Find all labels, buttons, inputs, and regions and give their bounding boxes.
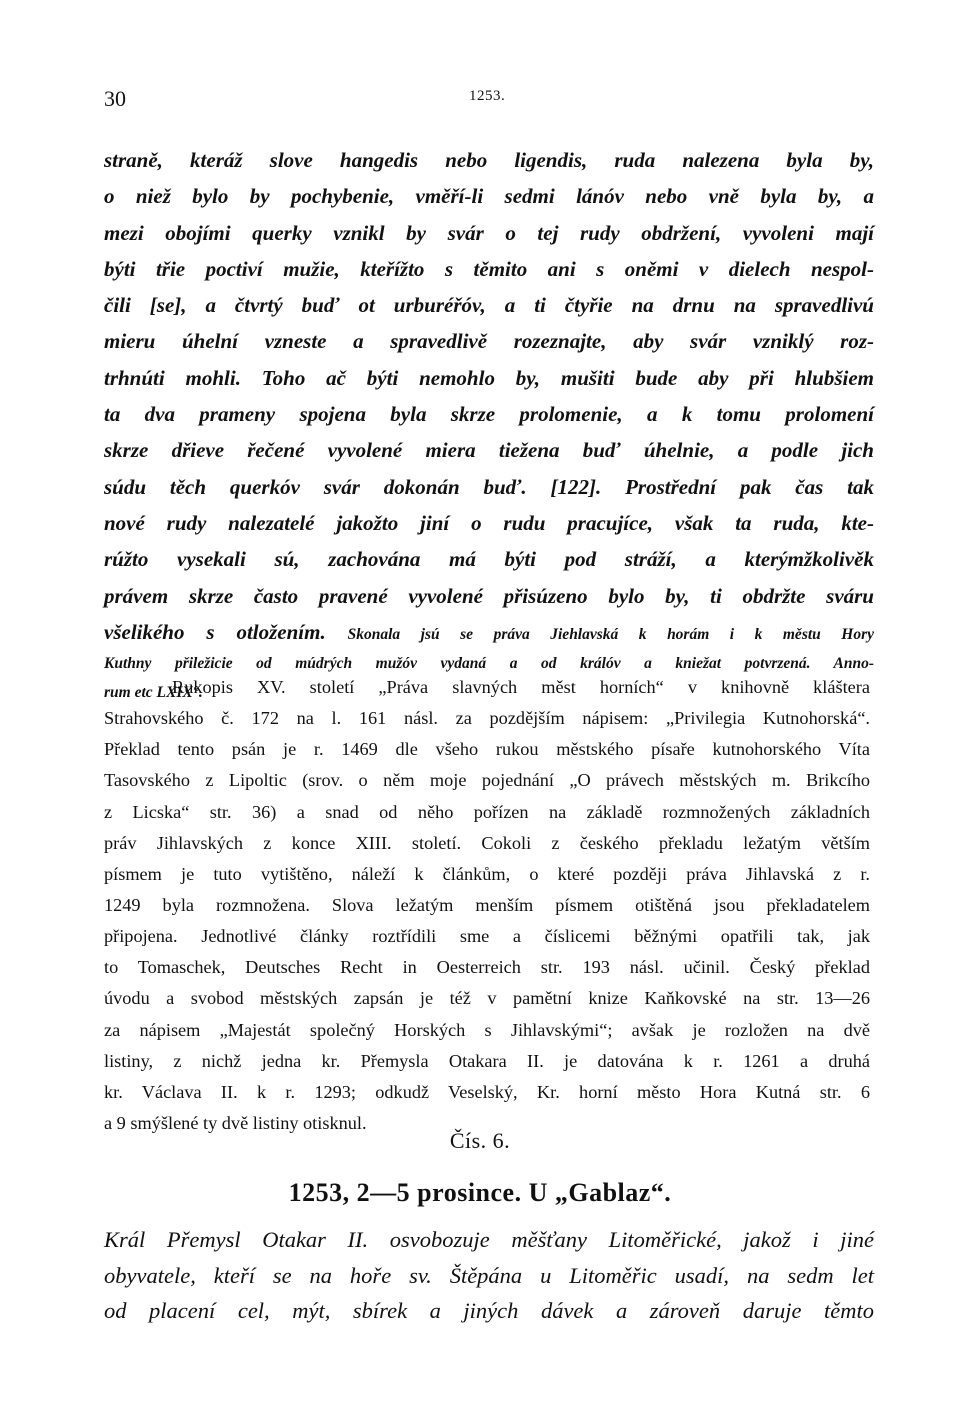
regest-line: od placení cel, mýt, sbírek a jiných dávek a zároveň daruje těmto xyxy=(104,1298,874,1323)
note-line: Překlad tento psán je r. 1469 dle všeho rukou městského písaře kutnohorského Víta xyxy=(104,739,870,760)
text-line: súdu těch querkóv svár dokonán buď. [122]. Prostřední pak čas tak xyxy=(104,474,874,499)
note-line: 1249 byla rozmnožena. Slova ležatým menším písmem otištěná jsou překladatelem xyxy=(104,894,870,915)
regest xyxy=(104,1222,874,1329)
document-number: Čís. 6. xyxy=(449,1128,511,1153)
text-line: rúžto vysekali sú, zachována má býti pod stráží, a kterýmžkolivěk xyxy=(104,547,874,572)
text-line: ta dva prameny spojena byla skrze prolomenie, a k tomu prolomení xyxy=(104,402,874,427)
page-number: 30 xyxy=(104,86,126,111)
text-line: právem skrze často pravené vyvolené přisúzeno bylo by, ti obdržte sváru xyxy=(104,583,874,608)
note-line: Rukopis XV. století „Práva slavných měst horních“ v knihovně kláštera xyxy=(172,677,870,697)
note-line: připojena. Jednotlivé články roztřídili sme a číslicemi běžnými opatřili tak, jak xyxy=(104,926,870,947)
text-line: trhnúti mohli. Toho ač býti nemohlo by, mušiti bude aby při hlubšiem xyxy=(104,365,874,390)
document-text xyxy=(104,142,874,708)
note-line: písmem je tuto vytištěno, náleží k článkům, o které později práva Jihlavská z r. xyxy=(104,863,870,884)
note-line: to Tomaschek, Deutsches Recht in Oesterreich str. 193 násl. učinil. Český překlad xyxy=(104,957,870,978)
text-line: skrze dřieve řečené vyvolené miera tiežena buď úhelnie, a podle jich xyxy=(104,438,874,463)
small-text-line: rum etc LXIX°. xyxy=(104,684,203,702)
page-header xyxy=(104,86,864,120)
running-head: 1253. xyxy=(469,88,506,104)
text-line: nové rudy nalezatelé jakožto jiní o rudu pracujíce, však ta ruda, kte- xyxy=(104,510,874,535)
document-date-heading: 1253, 2—5 prosince. U „Gablaz“. xyxy=(288,1178,672,1207)
regest-line: obyvatele, kteří se na hoře sv. Štěpána u Litoměřic usadí, na sedm let xyxy=(104,1262,874,1288)
text-line: mezi obojími querky vznikl by svár o tej rudy obdržení, vyvoleni mají xyxy=(104,220,874,245)
text-line: o niež bylo by pochybenie, vměří-li sedmi lánóv nebo vně byla by, a xyxy=(104,184,874,209)
note-line: práv Jihlavských z konce XIII. století. Cokoli z českého překladu ležatým větším xyxy=(104,832,870,853)
text-small-part: Skonala jsú se práva Jiehlavská k horám i k městu Hory xyxy=(347,625,875,643)
text-line: mieru úhelní vzneste a spravedlivě rozeznajte, aby svár vzniklý roz- xyxy=(104,329,874,354)
text-large-part: všelikého s otložením. xyxy=(104,619,326,644)
regest-line: Král Přemysl Otakar II. osvobozuje měšťany Litoměřické, jakož i jiné xyxy=(104,1227,874,1252)
note-line: úvodu a svobod městských zapsán je též v pamětní knize Kaňkovské na str. 13—26 xyxy=(104,988,870,1009)
note-line: z Licska“ str. 36) a snad od něho pořízen na základě rozmnožených základních xyxy=(104,801,870,822)
note-line: kr. Václava II. k r. 1293; odkudž Veselský, Kr. horní město Hora Kutná str. 6 xyxy=(104,1081,870,1102)
text-line: straně, kteráž slove hangedis nebo ligendis, ruda nalezena byla by, xyxy=(104,148,874,172)
note-line: za nápisem „Majestát společný Horských s Jihlavskými“; avšak je rozložen na dvě xyxy=(104,1019,870,1040)
text-line: čili [se], a čtvrtý buď ot urburéřóv, a ti čtyřie na drnu na spravedlivú xyxy=(104,293,874,318)
small-text-line: Kuthny přiležicie od múdrých mužóv vydaná a od králóv a kniežat potvrzená. Anno- xyxy=(104,655,874,673)
text-line: býti třie poctiví mužie, kteřížto s těmito ani s oněmi v dielech nespol- xyxy=(104,256,874,281)
note-line: a 9 smýšlené ty dvě listiny otisknul. xyxy=(104,1112,367,1133)
note-line: listiny, z nichž jedna kr. Přemysla Otakara II. je datována k r. 1261 a druhá xyxy=(104,1050,870,1071)
note-line: Strahovského č. 172 na l. 161 násl. za pozdějším nápisem: „Privilegia Kutnohorská“. xyxy=(104,708,870,729)
mixed-text-line xyxy=(104,614,874,650)
editorial-note xyxy=(104,672,870,1139)
note-line: Tasovského z Lipoltic (srov. o něm moje pojednání „O právech městských m. Brikcího xyxy=(104,770,870,791)
